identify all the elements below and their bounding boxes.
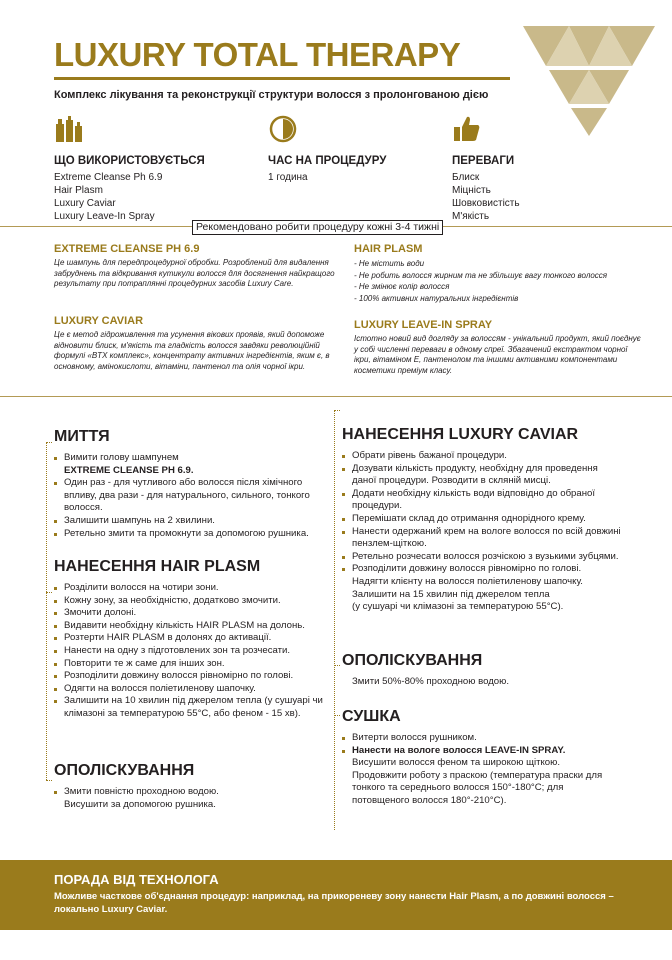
used-products-block bbox=[54, 114, 205, 223]
used-item: Luxury Leave-In Spray bbox=[54, 211, 155, 222]
bottles-icon bbox=[54, 114, 84, 144]
luxury-caviar-text: Це є метод гідроживлення та усунення вікових проявів, який допоможе відновити блиск, м'якість та гладкість волосся завдяки революційній формулі «BTX комплекс», концентрату активних інгредієнтів, яким є, в основному, амінокислоти, вітаміни, пантенол та олія чорної ікри. bbox=[54, 330, 330, 371]
step-item: Один раз - для чутливого або волосся після хімічного впливу, два рази - для натурального, сильного, тонкого волосся. bbox=[54, 477, 336, 515]
hair-plasm-step-heading: НАНЕСЕННЯ HAIR PLASM bbox=[54, 558, 261, 575]
step-item: Висушити за допомогою рушника. bbox=[64, 798, 216, 810]
caviar-step-heading: НАНЕСЕННЯ LUXURY CAVIAR bbox=[342, 426, 579, 443]
step-item: Змочити долоні. bbox=[54, 607, 336, 620]
diamond-logo-icon bbox=[517, 18, 661, 138]
step-item: EXTREME CLEANSE PH 6.9. bbox=[64, 464, 194, 476]
used-item: Hair Plasm bbox=[54, 185, 103, 196]
hair-plasm-desc bbox=[354, 243, 644, 304]
step-item: Перемішати склад до отримання однорідного крему. bbox=[342, 513, 622, 526]
benefits-block bbox=[452, 114, 520, 223]
step-item: Вимити голову шампунем bbox=[54, 452, 336, 465]
title-underline bbox=[54, 77, 510, 80]
step-item: Розподілити довжину волосся рівномірно по голові. bbox=[54, 670, 336, 683]
step-item: Залишити на 15 хвилин під джерелом тепла bbox=[352, 588, 550, 600]
used-item: Luxury Caviar bbox=[54, 198, 116, 209]
rinse-heading-1: ОПОЛІСКУВАННЯ bbox=[54, 762, 195, 779]
extreme-cleanse-text: Це шампунь для передпроцедурної обробки. Розроблений для видалення забруднень та відкривання кутикули волосся для досягнення найкращого результату при потраплянні процедурних засобів Luxury Care. bbox=[54, 258, 335, 288]
step-item: Залишити на 10 хвилин під джерелом тепла (у сушуарі чи клімазоні за температурою 55°С, або феном - 15 хв). bbox=[54, 695, 336, 720]
rinse-heading-2: ОПОЛІСКУВАННЯ bbox=[342, 652, 483, 669]
hair-plasm-bullet: - 100% активних натуральних інгредієнтів bbox=[354, 293, 519, 303]
section-divider bbox=[0, 396, 672, 397]
wash-heading: МИТТЯ bbox=[54, 428, 110, 445]
step-item: (у сушуарі чи клімазоні за температурою 55°С). bbox=[352, 601, 564, 613]
step-item: Дозувати кількість продукту, необхідну для проведення даної процедури. Розводити в скляній мисці. bbox=[342, 463, 622, 488]
luxury-caviar-section bbox=[342, 426, 622, 614]
tip-heading: ПОРАДА ВІД ТЕХНОЛОГА bbox=[54, 872, 219, 887]
step-item: Ретельно розчесати волосся розчіскою з вузькими зубцями. bbox=[342, 551, 622, 564]
wash-section bbox=[54, 428, 336, 540]
benefit-item: М'якість bbox=[452, 211, 490, 222]
dotted-tick bbox=[334, 410, 340, 411]
step-item: Додати необхідну кількість води відповідно до обраної процедури. bbox=[342, 488, 622, 513]
recommendation-box: Рекомендовано робити процедуру кожні 3-4 тижні bbox=[192, 220, 443, 235]
dotted-tick bbox=[46, 780, 52, 781]
hair-plasm-bullet: - Не містить води bbox=[354, 259, 425, 268]
step-item: Повторити те ж саме для інших зон. bbox=[54, 658, 336, 671]
luxury-caviar-desc bbox=[54, 315, 344, 372]
page-title: LUXURY TOTAL THERAPY bbox=[54, 36, 461, 73]
rinse-section-1 bbox=[54, 762, 336, 811]
step-item: Розділити волосся на чотири зони. bbox=[54, 582, 336, 595]
tip-text: Можливе часткове об'єднання процедур: наприклад, на прикореневу зону нанести Hair Plasm, а по довжині волосся – локально Luxury Caviar. bbox=[54, 891, 614, 915]
dotted-tick bbox=[46, 592, 52, 593]
step-item: Нанести на вологе волосся LEAVE-IN SPRAY. bbox=[342, 745, 622, 758]
extreme-cleanse-desc bbox=[54, 243, 344, 290]
luxury-caviar-heading: LUXURY CAVIAR bbox=[54, 315, 144, 327]
left-dotted-divider bbox=[46, 442, 47, 780]
step-item: Обрати рівень бажаної процедури. bbox=[342, 450, 622, 463]
leave-in-spray-text: Істотно новий вид догляду за волоссям - унікальний продукт, який поєднує у собі численні переваги в одному спреї. Збагачений екстрактом чорної ікри, вітаміном Е, пантенолом та іншими активними компонентами косметики преміум класу. bbox=[354, 334, 641, 375]
step-item: Змити повністю проходною водою. bbox=[54, 786, 336, 799]
step-item: Нанести на одну з підготовлених зон та розчесати. bbox=[54, 645, 336, 658]
step-item: Ретельно змити та промокнути за допомогою рушника. bbox=[54, 528, 336, 541]
benefit-item: Блиск bbox=[452, 172, 480, 183]
step-item: Змити 50%-80% проходною водою. bbox=[352, 676, 510, 687]
benefit-item: Міцність bbox=[452, 185, 491, 196]
step-item: Нанести одержаний крем на вологе волосся по всій довжині пензлем-щіткою. bbox=[342, 526, 622, 551]
thumbs-up-icon bbox=[452, 114, 482, 144]
step-item: Висушити волосся феном та широкою щіткою. bbox=[352, 757, 560, 769]
used-heading: ЩО ВИКОРИСТОВУЄТЬСЯ bbox=[54, 155, 205, 167]
step-item: Надягти клієнту на волосся поліетиленову шапочку. bbox=[352, 575, 583, 587]
benefits-heading: ПЕРЕВАГИ bbox=[452, 155, 515, 167]
hair-plasm-section bbox=[54, 558, 336, 721]
technologist-tip-banner bbox=[0, 860, 672, 930]
benefit-item: Шовковистість bbox=[452, 198, 520, 209]
page-subtitle: Комплекс лікування та реконструкції структури волосся з пролонгованою дією bbox=[54, 89, 489, 101]
clock-icon bbox=[268, 114, 298, 144]
time-block bbox=[268, 114, 386, 184]
hair-plasm-bullet: - Не робить волосся жирним та не збільшує вагу тонкого волосся bbox=[354, 270, 608, 280]
leave-in-spray-desc bbox=[354, 319, 644, 376]
time-value: 1 година bbox=[268, 172, 308, 183]
step-item: Продовжити роботу з праскою (температура праски для тонкого та середнього волосся 150°-180°С; для потовщеного волосся 180°-210°С). bbox=[352, 769, 603, 806]
drying-heading: СУШКА bbox=[342, 708, 401, 725]
dotted-tick bbox=[46, 442, 52, 443]
step-item: Одягти на волосся поліетиленову шапочку. bbox=[54, 683, 336, 696]
drying-section bbox=[342, 708, 622, 808]
rinse-section-2 bbox=[342, 652, 622, 689]
step-item: Залишити шампунь на 2 хвилини. bbox=[54, 515, 336, 528]
step-item: Розподілити довжину волосся рівномірно по голові. bbox=[342, 563, 622, 576]
step-item: Видавити необхідну кількість HAIR PLASM на долонь. bbox=[54, 620, 336, 633]
used-item: Extreme Cleanse Ph 6.9 bbox=[54, 172, 163, 183]
hair-plasm-bullet: - Не змінює колір волосся bbox=[354, 282, 450, 291]
time-heading: ЧАС НА ПРОЦЕДУРУ bbox=[268, 155, 387, 167]
leave-in-spray-heading: LUXURY LEAVE-IN SPRAY bbox=[354, 319, 493, 331]
step-item: Витерти волосся рушником. bbox=[342, 732, 622, 745]
hair-plasm-heading: HAIR PLASM bbox=[354, 243, 423, 255]
extreme-cleanse-heading: EXTREME CLEANSE PH 6.9 bbox=[54, 243, 200, 255]
step-item: Кожну зону, за необхідністю, додатково змочити. bbox=[54, 595, 336, 608]
step-item: Розтерти HAIR PLASM в долонях до активації. bbox=[54, 632, 336, 645]
